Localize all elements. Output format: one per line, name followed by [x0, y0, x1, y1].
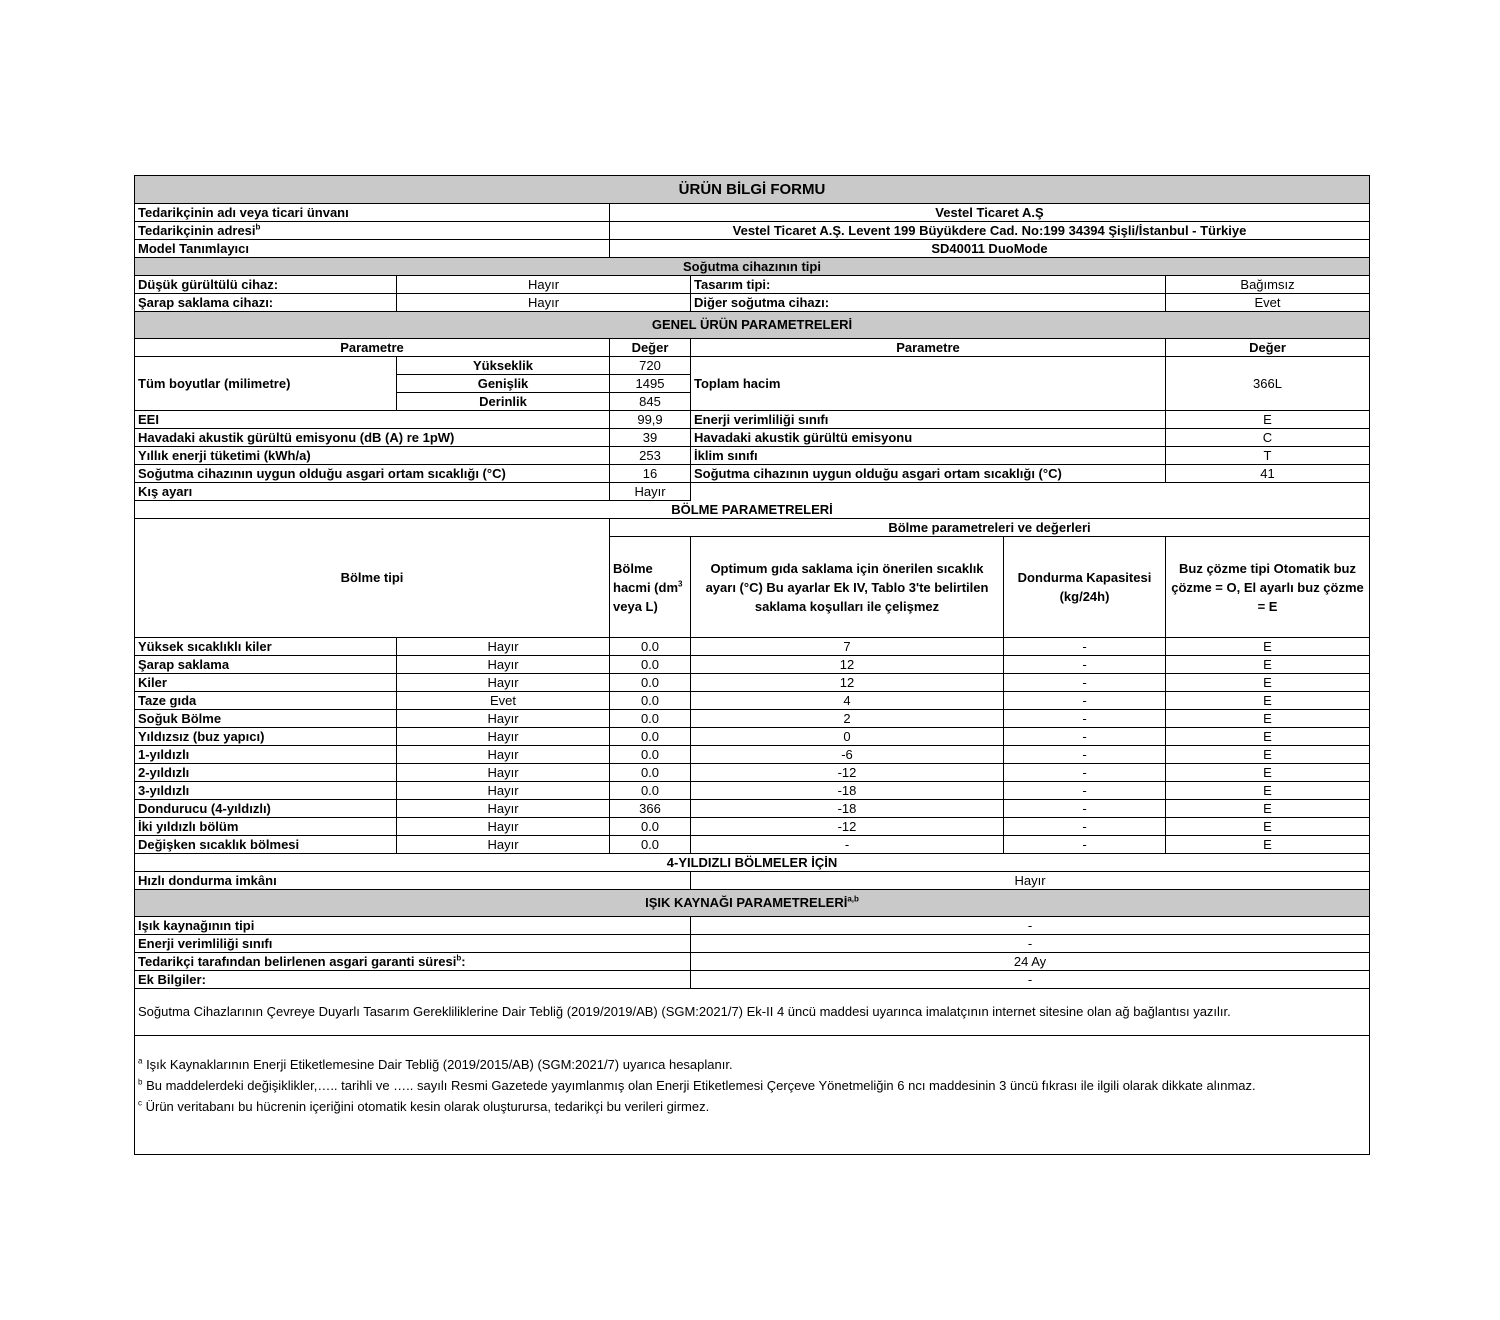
compartment-capacity: -: [1004, 674, 1166, 692]
supplier-address-label: [135, 222, 610, 240]
compartment-capacity: -: [1004, 692, 1166, 710]
compartment-capacity: -: [1004, 782, 1166, 800]
supplier-address-value: Vestel Ticaret A.Ş. Levent 199 Büyükdere Cad. No:199 34394 Şişli/İstanbul - Türkiye: [610, 222, 1370, 240]
compartment-present: Hayır: [397, 638, 610, 656]
general-param-label: Havadaki akustik gürültü emisyonu: [691, 429, 1166, 447]
type-section-title: Soğutma cihazının tipi: [135, 258, 1370, 276]
empty-cell: [691, 483, 1370, 501]
compartment-temp: -12: [691, 818, 1004, 836]
value-header-right: Değer: [1166, 339, 1370, 357]
compartment-values-header: Bölme parametreleri ve değerleri: [610, 519, 1370, 537]
volume-header-sup: 3: [678, 579, 683, 589]
compartment-capacity: -: [1004, 728, 1166, 746]
param-header-right: Parametre: [691, 339, 1166, 357]
general-param-value: C: [1166, 429, 1370, 447]
general-param-label: Havadaki akustik gürültü emisyonu (dB (A) re 1pW): [135, 429, 610, 447]
low-noise-value: Hayır: [397, 276, 691, 294]
compartment-volume: 0.0: [610, 746, 691, 764]
compartment-capacity: -: [1004, 818, 1166, 836]
compartment-name: Yıldızsız (buz yapıcı): [135, 728, 397, 746]
compartment-row: [135, 782, 1370, 800]
compartment-defrost: E: [1166, 836, 1370, 854]
compartment-name: İki yıldızlı bölüm: [135, 818, 397, 836]
supplier-name-value: Vestel Ticaret A.Ş: [610, 204, 1370, 222]
compartment-volume: 0.0: [610, 818, 691, 836]
light-title-text: IŞIK KAYNAĞI PARAMETRELERİ: [645, 895, 848, 910]
wine-storage-value: Hayır: [397, 294, 691, 312]
compartment-name: 2-yıldızlı: [135, 764, 397, 782]
compartment-defrost: E: [1166, 746, 1370, 764]
footnote-mark: a: [138, 1056, 143, 1066]
compartment-name: Taze gıda: [135, 692, 397, 710]
compartment-temp-header: Optimum gıda saklama için önerilen sıcaklık ayarı (°C) Bu ayarlar Ek IV, Tablo 3'te belirtilen saklama koşulları ile çelişmez: [691, 537, 1004, 638]
supplier-name-label: Tedarikçinin adı veya ticari ünvanı: [135, 204, 610, 222]
compartment-capacity: -: [1004, 746, 1166, 764]
winter-setting-label: Kış ayarı: [135, 483, 610, 501]
light-type-value: -: [691, 917, 1370, 935]
general-param-label: İklim sınıfı: [691, 447, 1166, 465]
form-title: ÜRÜN BİLGİ FORMU: [135, 176, 1370, 204]
compartment-defrost: E: [1166, 800, 1370, 818]
light-section-title: [135, 890, 1370, 917]
footnote-text: Bu maddelerdeki değişiklikler,….. tarihli ve ….. sayılı Resmi Gazetede yayımlanmış olan Enerji Etiketlemesi Çerçeve Yönetmeliğin 6 ncı maddesinin 3 üncü fıkrası ile ilgili olarak dikkate alınmaz.: [142, 1078, 1256, 1093]
other-appliance-value: Evet: [1166, 294, 1370, 312]
footnote-a: [138, 1054, 1366, 1075]
low-noise-label: Düşük gürültülü cihaz:: [135, 276, 397, 294]
compartment-volume: 0.0: [610, 674, 691, 692]
compartment-volume-header: [610, 537, 691, 638]
light-title-sup: a,b: [847, 894, 859, 904]
compartment-temp: 0: [691, 728, 1004, 746]
fast-freeze-label: Hızlı dondurma imkânı: [135, 872, 691, 890]
depth-value: 845: [610, 393, 691, 411]
compartment-temp: 2: [691, 710, 1004, 728]
winter-setting-value: Hayır: [610, 483, 691, 501]
compartment-row: [135, 692, 1370, 710]
compartment-defrost: E: [1166, 638, 1370, 656]
dimensions-label: Tüm boyutlar (milimetre): [135, 357, 397, 411]
compartment-temp: -12: [691, 764, 1004, 782]
compartment-temp: 12: [691, 656, 1004, 674]
compartment-row: [135, 656, 1370, 674]
compartment-defrost: E: [1166, 764, 1370, 782]
general-param-value: E: [1166, 411, 1370, 429]
design-type-value: Bağımsız: [1166, 276, 1370, 294]
warranty-value: 24 Ay: [691, 953, 1370, 971]
compartment-freeze-header: Dondurma Kapasitesi (kg/24h): [1004, 537, 1166, 638]
supplier-address-sup: b: [255, 222, 261, 232]
extra-info-value: -: [691, 971, 1370, 989]
total-volume-label: Toplam hacim: [691, 357, 1166, 411]
compartment-name: Soğuk Bölme: [135, 710, 397, 728]
value-header-left: Değer: [610, 339, 691, 357]
extra-info-label: Ek Bilgiler:: [135, 971, 691, 989]
compartment-temp: 12: [691, 674, 1004, 692]
warranty-label: [135, 953, 691, 971]
compartment-row: [135, 638, 1370, 656]
wine-storage-label: Şarap saklama cihazı:: [135, 294, 397, 312]
general-param-value: 16: [610, 465, 691, 483]
supplier-address-label-text: Tedarikçinin adresi: [138, 222, 256, 238]
compartment-defrost: E: [1166, 674, 1370, 692]
compartment-capacity: -: [1004, 764, 1166, 782]
compartment-capacity: -: [1004, 710, 1166, 728]
model-label: Model Tanımlayıcı: [135, 240, 610, 258]
compartment-temp: 4: [691, 692, 1004, 710]
compartment-row: [135, 710, 1370, 728]
compartment-row: [135, 836, 1370, 854]
compartment-temp: -18: [691, 782, 1004, 800]
compartment-row: [135, 800, 1370, 818]
compartment-row: [135, 764, 1370, 782]
compartment-present: Evet: [397, 692, 610, 710]
compartment-volume: 0.0: [610, 710, 691, 728]
param-header-left: Parametre: [135, 339, 610, 357]
compartment-defrost: E: [1166, 818, 1370, 836]
compartment-temp: -6: [691, 746, 1004, 764]
compartment-volume: 0.0: [610, 782, 691, 800]
compartment-volume: 0.0: [610, 656, 691, 674]
footnotes: [135, 1036, 1370, 1155]
warranty-suffix: :: [461, 953, 466, 969]
compartment-volume: 0.0: [610, 638, 691, 656]
general-section-title: GENEL ÜRÜN PARAMETRELERİ: [135, 312, 1370, 339]
compartment-rows: [135, 638, 1370, 854]
general-param-value: T: [1166, 447, 1370, 465]
depth-label: Derinlik: [397, 393, 610, 411]
compartment-temp: -18: [691, 800, 1004, 818]
compartment-name: Yüksek sıcaklıklı kiler: [135, 638, 397, 656]
compartment-defrost: E: [1166, 692, 1370, 710]
compartment-capacity: -: [1004, 800, 1166, 818]
compartment-present: Hayır: [397, 836, 610, 854]
width-label: Genişlik: [397, 375, 610, 393]
compartment-volume: 0.0: [610, 764, 691, 782]
compartment-volume: 0.0: [610, 692, 691, 710]
compartment-present: Hayır: [397, 746, 610, 764]
compartment-name: 3-yıldızlı: [135, 782, 397, 800]
general-param-value: 39: [610, 429, 691, 447]
compartment-present: Hayır: [397, 674, 610, 692]
compartment-defrost: E: [1166, 710, 1370, 728]
general-param-value: 253: [610, 447, 691, 465]
footnote-b: [138, 1075, 1366, 1096]
light-class-value: -: [691, 935, 1370, 953]
compartment-defrost: E: [1166, 656, 1370, 674]
compartment-present: Hayır: [397, 764, 610, 782]
light-class-label: Enerji verimliliği sınıfı: [135, 935, 691, 953]
compartment-name: 1-yıldızlı: [135, 746, 397, 764]
general-param-value: 41: [1166, 465, 1370, 483]
compartment-present: Hayır: [397, 782, 610, 800]
general-param-label: EEI: [135, 411, 610, 429]
warranty-sup: b: [456, 953, 462, 963]
light-type-label: Işık kaynağının tipi: [135, 917, 691, 935]
general-param-value: 99,9: [610, 411, 691, 429]
design-type-label: Tasarım tipi:: [691, 276, 1166, 294]
compartment-defrost: E: [1166, 728, 1370, 746]
compartment-present: Hayır: [397, 656, 610, 674]
footnote-text: Ürün veritabanı bu hücrenin içeriğini otomatik kesin olarak oluşturursa, tedarikçi bu verileri girmez.: [142, 1099, 710, 1114]
compartment-capacity: -: [1004, 656, 1166, 674]
compartments-section-title: BÖLME PARAMETRELERİ: [135, 501, 1370, 519]
fast-freeze-value: Hayır: [691, 872, 1370, 890]
compartment-present: Hayır: [397, 728, 610, 746]
other-appliance-label: Diğer soğutma cihazı:: [691, 294, 1166, 312]
total-volume-value: 366L: [1166, 357, 1370, 411]
compartment-row: [135, 674, 1370, 692]
height-value: 720: [610, 357, 691, 375]
height-label: Yükseklik: [397, 357, 610, 375]
footnote-mark: b: [138, 1077, 143, 1087]
four-star-section-title: 4-YILDIZLI BÖLMELER İÇİN: [135, 854, 1370, 872]
compartment-name: Şarap saklama: [135, 656, 397, 674]
compartment-capacity: -: [1004, 638, 1166, 656]
compartment-present: Hayır: [397, 710, 610, 728]
regulation-note: Soğutma Cihazlarının Çevreye Duyarlı Tasarım Gerekliliklerine Dair Tebliğ (2019/2019/AB) (SGM:2021/7) Ek-II 4 üncü maddesi uyarınca imalatçının internet sitesine olan ağ bağlantısı yazılır.: [135, 989, 1370, 1036]
compartment-row: [135, 818, 1370, 836]
general-param-label: Soğutma cihazının uygun olduğu asgari ortam sıcaklığı (°C): [691, 465, 1166, 483]
general-param-label: Soğutma cihazının uygun olduğu asgari ortam sıcaklığı (°C): [135, 465, 610, 483]
footnote-c: [138, 1096, 1366, 1117]
info-table: [134, 175, 1370, 1155]
compartment-name: Değişken sıcaklık bölmesi: [135, 836, 397, 854]
product-info-form: [134, 175, 1369, 1155]
compartment-capacity: -: [1004, 836, 1166, 854]
compartment-row: [135, 728, 1370, 746]
compartment-present: Hayır: [397, 818, 610, 836]
compartment-row: [135, 746, 1370, 764]
width-value: 1495: [610, 375, 691, 393]
general-param-label: Enerji verimliliği sınıfı: [691, 411, 1166, 429]
warranty-label-text: Tedarikçi tarafından belirlenen asgari garanti süresi: [138, 953, 457, 969]
compartment-type-header: Bölme tipi: [135, 519, 610, 638]
compartment-temp: 7: [691, 638, 1004, 656]
compartment-volume: 0.0: [610, 836, 691, 854]
compartment-name: Dondurucu (4-yıldızlı): [135, 800, 397, 818]
footnote-mark: c: [138, 1098, 142, 1108]
compartment-name: Kiler: [135, 674, 397, 692]
compartment-volume: 0.0: [610, 728, 691, 746]
compartment-defrost-header: Buz çözme tipi Otomatik buz çözme = O, El ayarlı buz çözme = E: [1166, 537, 1370, 638]
footnote-text: Işık Kaynaklarının Enerji Etiketlemesine Dair Tebliğ (2019/2015/AB) (SGM:2021/7) uyarıca hesaplanır.: [142, 1057, 733, 1072]
volume-header-text: Bölme hacmi (dm: [613, 560, 679, 595]
model-value: SD40011 DuoMode: [610, 240, 1370, 258]
compartment-volume: 366: [610, 800, 691, 818]
compartment-temp: -: [691, 836, 1004, 854]
compartment-defrost: E: [1166, 782, 1370, 800]
compartment-present: Hayır: [397, 800, 610, 818]
general-param-label: Yıllık enerji tüketimi (kWh/a): [135, 447, 610, 465]
volume-header-text-2: veya L): [613, 598, 658, 614]
